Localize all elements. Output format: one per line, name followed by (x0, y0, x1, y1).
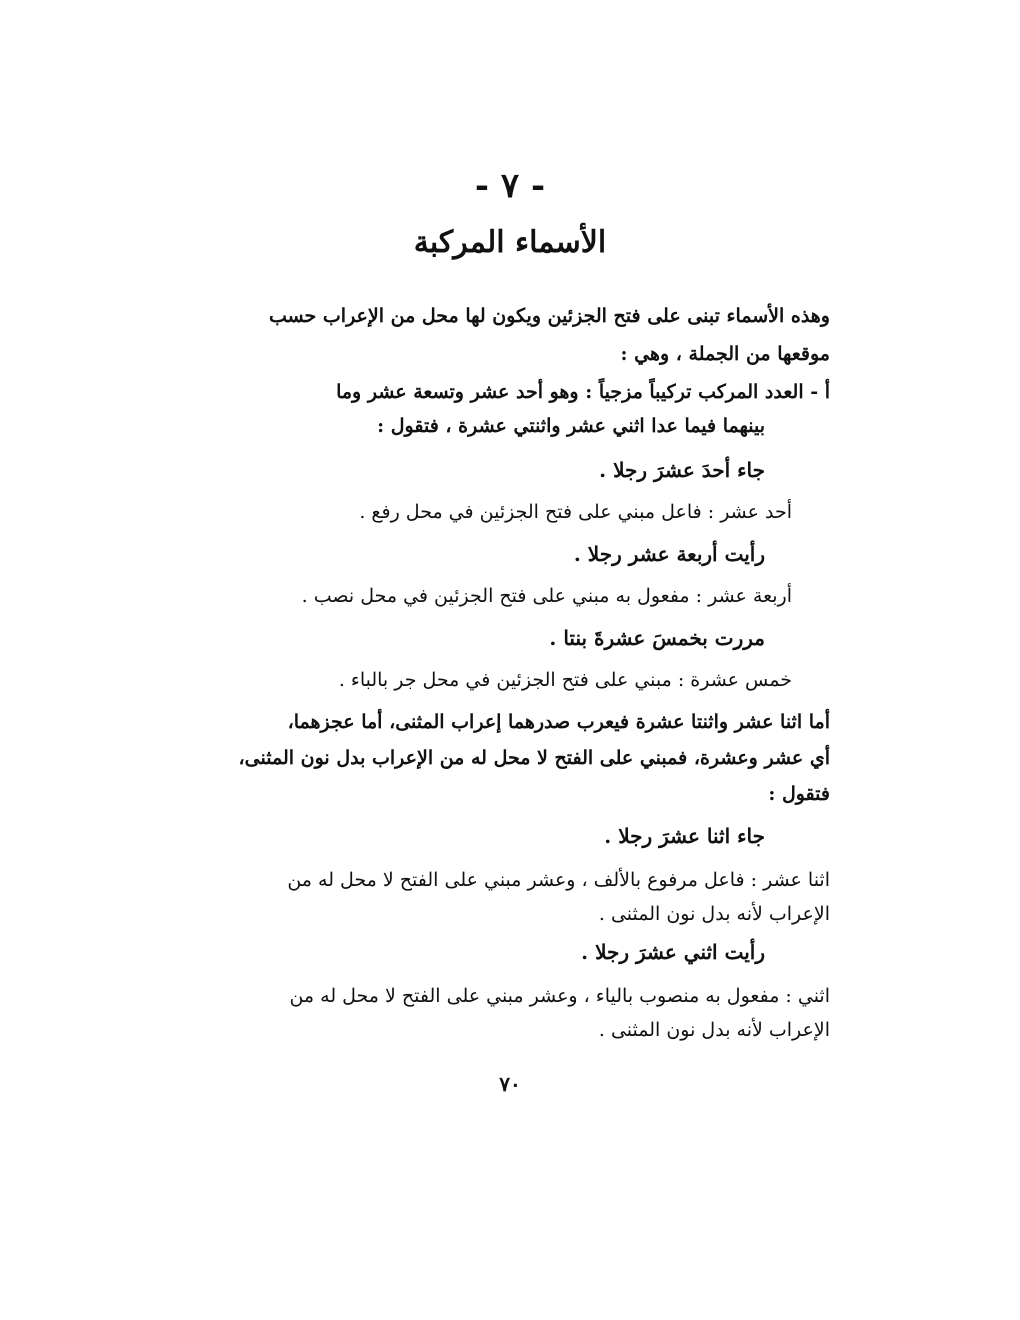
example-sentence: جاء أحدَ عشرَ رجلا . (599, 458, 765, 482)
text-line: فتقول : (768, 783, 830, 805)
grammar-note: اثنا عشر : فاعل مرفوع بالألف ، وعشر مبني على الفتح لا محل له من (287, 869, 830, 891)
grammar-note: أحد عشر : فاعل مبني على فتح الجزئين في محل رفع . (359, 501, 792, 523)
grammar-note: اثني : مفعول به منصوب بالياء ، وعشر مبني على الفتح لا محل له من (289, 985, 830, 1007)
page-number: ٧٠ (499, 1072, 521, 1096)
text-line: وهذه الأسماء تبنى على فتح الجزئين ويكون لها محل من الإعراب حسب (268, 305, 830, 327)
text-line: أما اثنا عشر واثنتا عشرة فيعرب صدرهما إعراب المثنى، أما عجزهما، (287, 711, 830, 733)
text-line: موقعها من الجملة ، وهي : (620, 343, 830, 365)
text-line: أ - العدد المركب تركيباً مزجياً : وهو أحد عشر وتسعة عشر وما (336, 381, 830, 403)
grammar-note: الإعراب لأنه بدل نون المثنى . (598, 1019, 830, 1041)
text-line: أي عشر وعشرة، فمبني على الفتح لا محل له من الإعراب بدل نون المثنى، (238, 747, 830, 769)
chapter-title: الأسماء المركبة (413, 225, 607, 260)
example-sentence: رأيت اثني عشرَ رجلا . (581, 940, 765, 964)
text-line: بينهما فيما عدا اثني عشر واثنتي عشرة ، فتقول : (377, 415, 765, 437)
grammar-note: الإعراب لأنه بدل نون المثنى . (598, 903, 830, 925)
example-sentence: رأيت أربعة عشر رجلا . (573, 542, 765, 566)
example-sentence: جاء اثنا عشرَ رجلا . (604, 824, 765, 848)
chapter-number: - ٧ - (474, 166, 546, 206)
grammar-note: أربعة عشر : مفعول به مبني على فتح الجزئين في محل نصب . (301, 585, 792, 607)
grammar-note: خمس عشرة : مبني على فتح الجزئين في محل جر بالباء . (338, 669, 792, 691)
example-sentence: مررت بخمسَ عشرةَ بنتا . (549, 626, 765, 650)
